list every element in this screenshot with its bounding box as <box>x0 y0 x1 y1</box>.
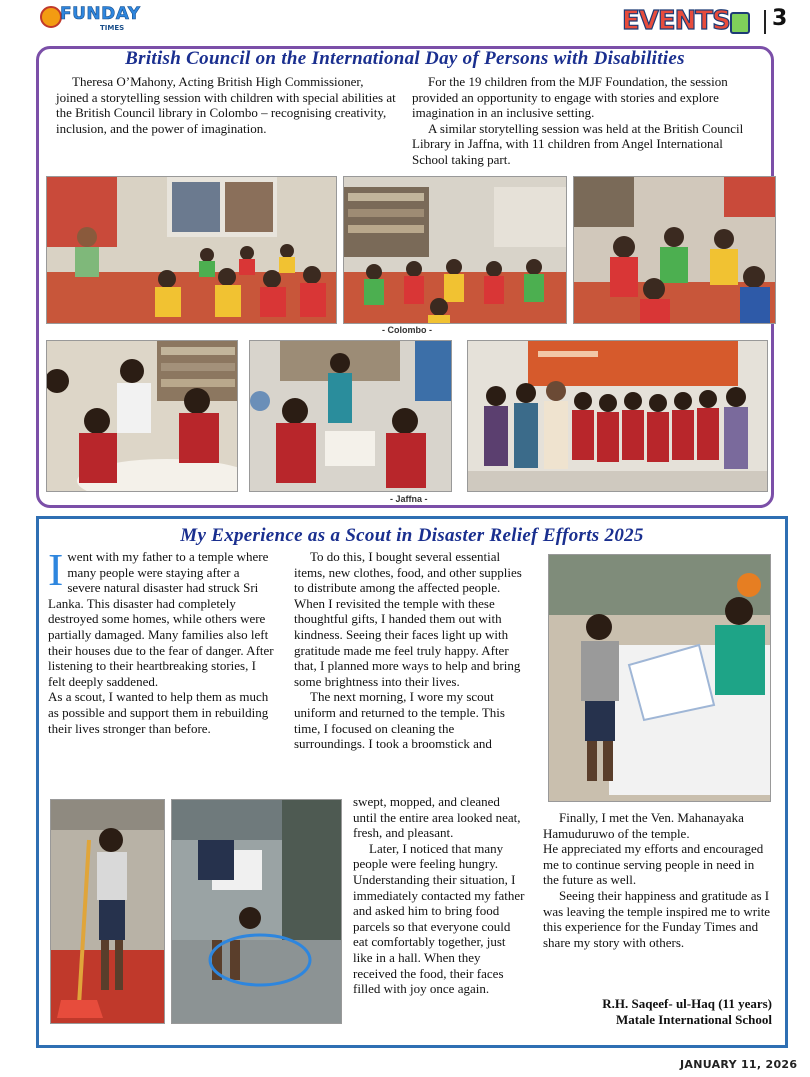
article1-col2-paragraph-1: For the 19 children from the MJF Foundation, the session provided an opportunity to engage with stories and explore imagination in an inclusive setting. <box>412 74 728 121</box>
article2-title: My Experience as a Scout in Disaster Relief Efforts 2025 <box>180 525 644 546</box>
jaffna-photo-2 <box>249 340 452 492</box>
scout-donation-photo <box>548 554 771 802</box>
article1-column-2 <box>412 74 762 168</box>
page-number: 3 <box>772 6 788 31</box>
article1-title: British Council on the International Day of Persons with Disabilities <box>125 48 685 69</box>
article2-col3-paragraph-1: Finally, I met the Ven. Mahanayaka Hamuduruwo of the temple. <box>543 810 744 841</box>
article1-col1-paragraph: Theresa O’Mahony, Acting British High Commissioner, joined a storytelling session with children with special abilities at the British Council library in Colombo – recognising creativity, inclusion, and the power of imagination. <box>56 74 396 136</box>
funday-times-logo <box>40 4 144 36</box>
article2-col3-paragraph-2: Seeing their happiness and gratitude as I was leaving the temple inspired me to write this experience for the Funday Times and share my story with others. <box>543 887 771 950</box>
article2-column-2-continued <box>353 794 525 997</box>
article1-col2-paragraph-2: A similar storytelling session was held at the British Council Library in Jaffna, with 11 children from Angel International School taking part. <box>412 120 744 167</box>
jaffna-photo-3 <box>467 340 768 492</box>
author-school: Matale International School <box>616 1012 772 1027</box>
article2-col2-paragraph-2: The next morning, I wore my scout uniform and returned to the temple. This time, I focused on cleaning the surroundings. I took a broomstick and <box>294 689 505 752</box>
article2-col2-paragraph-3: Later, I noticed that many people were feeling hungry. Understanding their situation, I immediately contacted my father and asked him to bring food parcels so that everyone could eat comfortably together, just like in a hall. When they received the food, their faces filled with joy once again. <box>353 840 525 997</box>
events-label-text: EVENTS <box>622 6 730 36</box>
article2-col2-paragraph-2-continued: swept, mopped, and cleaned until the entire area looked neat, fresh, and pleasant. <box>353 794 521 841</box>
caption-colombo: - Colombo - <box>382 325 432 335</box>
author-signature <box>560 996 772 1028</box>
article2-col3-paragraph-1b: He appreciated my efforts and encouraged me to continue serving people in need in the future as well. <box>543 841 764 888</box>
dropcap-letter: I <box>48 544 64 595</box>
article2-column-2 <box>294 549 526 752</box>
footer-date: JANUARY 11, 2026 <box>680 1058 798 1071</box>
article1-column-1 <box>56 74 396 136</box>
calendar-icon <box>730 12 750 34</box>
scout-mopping-photo <box>171 799 342 1024</box>
caption-jaffna: - Jaffna - <box>390 494 428 504</box>
scout-sweeping-photo <box>50 799 165 1024</box>
article2-col1-paragraph-2: As a scout, I wanted to help them as much as possible and support them in rebuilding their lives stronger than before. <box>48 689 269 736</box>
logo-sub-text: TIMES <box>100 24 125 32</box>
colombo-photo-3 <box>573 176 776 324</box>
colombo-photo-1 <box>46 176 337 324</box>
article2-column-3 <box>543 810 773 950</box>
author-name: R.H. Saqeef- ul-Haq (11 years) <box>602 996 772 1011</box>
logo-main-text: FUNDAY <box>60 4 141 24</box>
article2-col1-paragraph-1: went with my father to a temple where many people were staying after a severe natural disaster had struck Sri Lanka. This disaster had completely destroyed some homes, while others were partially damaged. Many families also left their houses due to the fear of danger. After listening to their heartbreaking stories, I felt deeply saddened. <box>48 549 274 689</box>
jaffna-photo-1 <box>46 340 238 492</box>
article2-column-1 <box>48 544 274 736</box>
header-divider <box>764 10 766 34</box>
article2-col2-paragraph-1: To do this, I bought several essential items, new clothes, food, and other supplies to distribute among the affected people. When I revisited the temple with these thoughtful gifts, I handed them out with kindness. Seeing their faces light up with gratitude made me feel truly happy. After that, I planned more ways to help and bring some brightness into their lives. <box>294 549 522 689</box>
colombo-photo-2 <box>343 176 567 324</box>
mascot-icon <box>40 6 62 28</box>
events-section-label <box>622 6 750 42</box>
